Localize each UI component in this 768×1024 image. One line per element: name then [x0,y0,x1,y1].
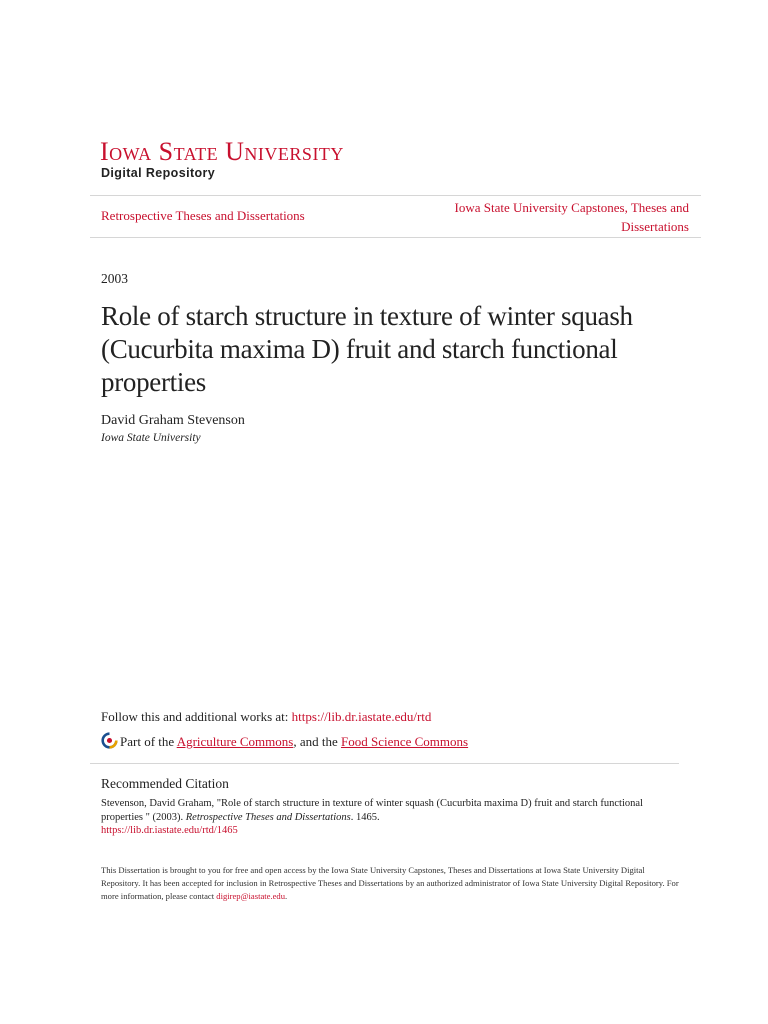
recommended-citation-heading: Recommended Citation [101,776,229,791]
follow-line [101,709,431,725]
agriculture-commons-link[interactable]: Agriculture Commons [176,734,294,749]
logo-subtitle: Digital Repository [101,166,216,180]
retrospective-theses-link[interactable]: Retrospective Theses and Dissertations [101,208,305,223]
footer-end: . [285,891,288,901]
contact-email-link[interactable]: digirep@iastate.edu [216,891,286,901]
divider-nav [90,237,701,238]
citation-series: Retrospective Theses and Dissertations [185,811,351,823]
citation-number: . 1465. [350,811,380,823]
partof-prefix: Part of the [120,734,177,749]
food-science-commons-link[interactable]: Food Science Commons [340,734,469,749]
footer-text: This Dissertation is brought to you for free and open access by the Iowa State University Capstones, Theses and Dissertations at Iowa State University Digital Repository. It has been accepted for inclusion in Retrospective Theses and Dissertations by an authorized administrator of Iowa State University Digital Repository. For more information, please contact [101,865,679,901]
follow-prefix: Follow this and additional works at: [101,709,292,724]
document-title: Role of starch structure in texture of winter squash (Cucurbita maxima D) fruit and starch functional properties [101,301,633,397]
citation-text: Stevenson, David Graham, "Role of starch structure in texture of winter squash (Cucurbita maxima D) fruit and starch functional properties " (2003). [101,798,643,823]
citation-block [101,797,661,838]
partof-middle: , and the [293,734,341,749]
author-name: David Graham Stevenson [101,413,245,428]
university-logo [100,138,344,166]
capstones-theses-link[interactable]: Iowa State University Capstones, Theses and Dissertations [454,200,689,234]
footer-notice [101,864,681,903]
author-affiliation: Iowa State University [101,432,201,444]
publication-year: 2003 [101,271,128,286]
logo-text: Iowa State University [100,137,344,166]
part-of-line [101,732,468,750]
citation-url-link[interactable]: https://lib.dr.iastate.edu/rtd/1465 [101,825,238,836]
divider-citation [90,763,679,764]
creative-commons-icon [101,732,118,749]
divider-top [90,195,701,196]
follow-url-link[interactable]: https://lib.dr.iastate.edu/rtd [291,709,432,724]
